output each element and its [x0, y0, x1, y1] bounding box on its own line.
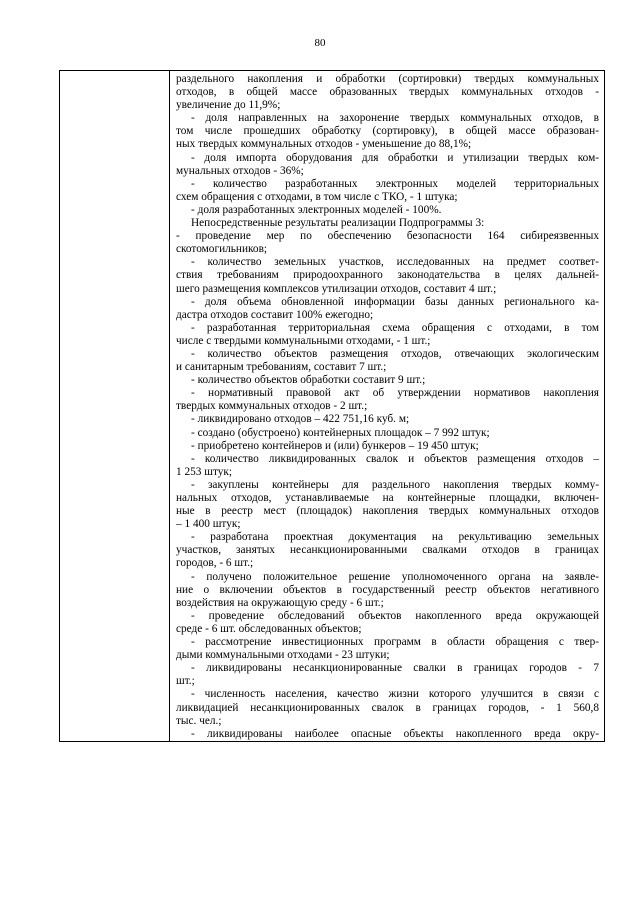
text-line: ние о включении объектов в государственный реестр объектов негативного — [176, 583, 599, 596]
text-line: - разработанная территориальная схема обращения с отходами, в том — [191, 321, 599, 334]
text-line: – 1 400 штук; — [176, 518, 241, 531]
text-line: - рассмотрение инвестиционных программ в области обращения с твер- — [191, 636, 599, 649]
text-line: нальных отходов, устанавливаемые на контейнерные площадки, включен- — [176, 492, 599, 504]
text-line: шт.; — [176, 675, 195, 688]
text-line: - численность населения, качество жизни которого улучшится в связи с — [191, 688, 599, 701]
text-line: ствия требованиям природоохранного законодательства в целях дальней- — [176, 269, 599, 282]
text-line: воздействия на окружающую среду - 6 шт.; — [176, 596, 384, 609]
text-line: твердых коммунальных отходов - 2 шт.; — [176, 400, 368, 413]
text-line: - доля направленных на захоронение твердых коммунальных отходов, в — [191, 112, 599, 125]
text-line: тыс. чел.; — [176, 714, 222, 727]
text-line: и санитарным требованиям, составит 7 шт.; — [176, 361, 387, 374]
text-line: - количество объектов размещения отходов, отвечающих экологическим — [191, 347, 599, 360]
text-line: мунальных отходов - 36%; — [176, 164, 304, 177]
text-line: - количество объектов обработки составит 9 шт.; — [191, 374, 426, 387]
text-line: шего размещения комплексов утилизации отходов, составит 4 шт.; — [176, 282, 497, 295]
text-line: - доля объема обновленной информации базы данных регионального ка- — [191, 295, 599, 308]
text-line: схем обращения с отходами, в том числе с ТКО, - 1 штука; — [176, 190, 458, 203]
page-number: 80 — [314, 37, 326, 49]
text-line: городов, - 6 шт.; — [176, 557, 254, 570]
text-line: числе с твердыми коммунальными отходами, - 1 шт.; — [176, 334, 431, 347]
text-line: дастра отходов составит 100% ежегодно; — [176, 308, 374, 321]
text-line: увеличение до 11,9%; — [176, 99, 281, 112]
text-line: отходов, в общей массе образованных твердых коммунальных отходов - — [176, 86, 599, 99]
text-line: - разработана проектная документация на рекультивацию земельных — [191, 531, 599, 544]
text-line: - доля разработанных электронных моделей - 100%. — [191, 203, 442, 216]
text-line: Непосредственные результаты реализации Подпрограммы 3: — [191, 217, 485, 230]
text-line: - количество земельных участков, исследованных на предмет соответ- — [191, 256, 599, 269]
text-line: участков, занятых несанкционированными свалками отходов в границах — [176, 544, 599, 557]
text-line: - проведение обследований объектов накопленного вреда окружающей — [191, 609, 599, 622]
text-line: ные в реестр мест (площадок) накопления твердых коммунальных отходов — [176, 505, 599, 518]
text-line: - закуплены контейнеры для раздельного накопления твердых комму- — [191, 478, 599, 491]
text-line: скотомогильников; — [176, 243, 268, 256]
text-line: - создано (обустроено) контейнерных площадок – 7 992 штук; — [191, 426, 490, 439]
paragraph-text — [176, 73, 599, 741]
text-line: - ликвидированы наиболее опасные объекты накопленного вреда окру- — [191, 727, 599, 740]
text-line: - количество ликвидированных свалок и объектов размещения отходов – — [191, 452, 599, 465]
text-line: - количество разработанных электронных моделей территориальных — [191, 177, 599, 190]
left-column-cell — [60, 71, 170, 742]
text-line: - ликвидировано отходов – 422 751,16 куб. м; — [191, 413, 410, 426]
text-line: - проведение мер по обеспечению безопасности 164 сибиреязвенных — [176, 230, 599, 243]
document-table — [59, 70, 605, 742]
text-line: ликвидацией несанкционированных свалок в границах городов, - 1 560,8 — [176, 701, 599, 714]
right-column-cell — [170, 71, 605, 742]
text-line: - ликвидированы несанкционированные свалки в границах городов - 7 — [191, 662, 599, 675]
text-line: раздельного накопления и обработки (сортировки) твердых коммунальных — [176, 73, 599, 85]
text-line: ных твердых коммунальных отходов - уменьшение до 88,1%; — [176, 138, 472, 151]
text-line: среде - 6 шт. обследованных объектов; — [176, 622, 362, 635]
text-line: - приобретено контейнеров и (или) бункеров – 19 450 штук; — [191, 439, 479, 452]
text-line: дыми коммунальными отходами - 23 штуки; — [176, 649, 390, 662]
text-line: - доля импорта оборудования для обработки и утилизации твердых ком- — [191, 151, 599, 164]
table-row — [60, 71, 605, 742]
text-line: - нормативный правовой акт об утверждении нормативов накопления — [191, 387, 599, 400]
text-line: 1 253 штук; — [176, 465, 233, 478]
text-line: том числе прошедших обработку (сортировку), в общей массе образован- — [176, 125, 599, 138]
text-line: - получено положительное решение уполномоченного органа на заявле- — [191, 570, 599, 583]
